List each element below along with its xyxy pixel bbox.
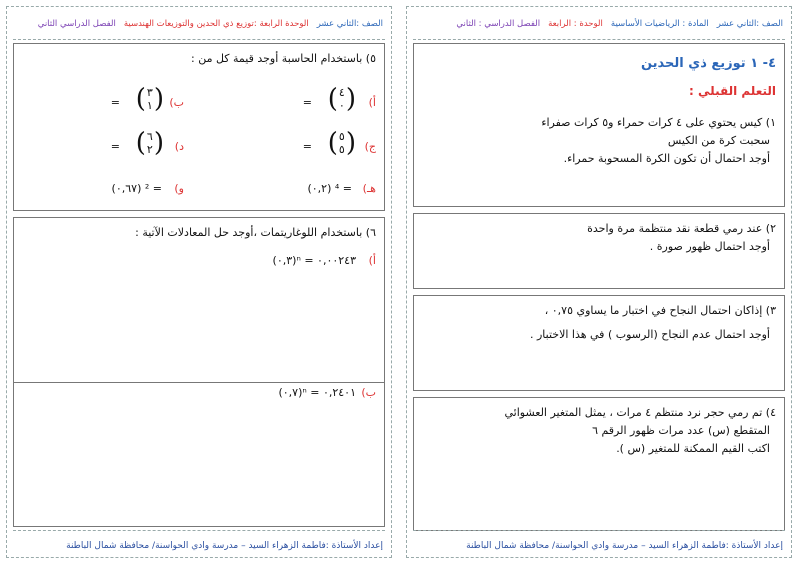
header-subject: المادة : الرياضيات الأساسية — [610, 19, 709, 29]
q5-f-expression: (٠,٦٧) ² = — [111, 182, 162, 195]
question-6-prompt: ٦) باستخدام اللوغاريتمات ،أوجد حل المعادلات الآتية : — [135, 226, 376, 239]
q5-a-bottom: ٠ — [338, 99, 345, 112]
q5-b-bottom: ١ — [146, 99, 153, 112]
q5-d-top: ٦ — [146, 130, 153, 143]
lesson-title: ٤- ١ توزيع ذي الحدين — [640, 56, 776, 71]
q1-line-2: سحبت كرة من الكيس — [667, 134, 770, 147]
q5-b-equals: = — [110, 96, 120, 109]
q4-line-1: ٤) تم رمي حجر نرد منتظم ٤ مرات ، يمثل المتغير العشوائي — [504, 406, 776, 419]
question-5-prompt: ٥) باستخدام الحاسبة أوجد قيمة كل من : — [191, 52, 376, 65]
q5-e-expression: (٠,٢) ⁴ = — [307, 182, 352, 195]
page-footer: إعداد الأستاذة :فاطمة الزهراء السيد – مدرسة وادي الحواسنة/ محافظة شمال الباطنة — [66, 541, 383, 551]
q5-d-label: د) — [174, 140, 184, 153]
header-unit: الوحدة الرابعة :توزيع ذي الحدين والتوزيعات الهندسية — [123, 19, 309, 29]
q2-line-2: أوجد احتمال ظهور صورة . — [649, 240, 770, 253]
q3-line-1: ٣) إذاكان احتمال النجاح في اختبار ما يساوي ٠,٧٥ ، — [544, 304, 776, 317]
q5-b-top: ٣ — [146, 86, 153, 99]
q5-f-label: و) — [174, 182, 184, 195]
q6-a-label: أ) — [368, 254, 376, 267]
page-header — [7, 11, 391, 37]
q5-d-bottom: ٢ — [146, 143, 153, 156]
header-divider — [413, 39, 785, 40]
q5-a-label: أ) — [368, 96, 376, 109]
q6-b-label: ب) — [361, 386, 376, 399]
header-semester: الفصل الدراسي : الثاني — [456, 19, 541, 29]
page-header — [407, 11, 791, 37]
q5-c-top: ٥ — [338, 130, 345, 143]
q5-a-equals: = — [302, 96, 312, 109]
q5-b-label: ب) — [169, 96, 184, 109]
q5-c-binomial: ( ٥ ٥ ) — [327, 128, 356, 158]
page-footer: إعداد الأستاذة :فاطمة الزهراء السيد – مدرسة وادي الحواسنة/ محافظة شمال الباطنة — [466, 541, 783, 551]
q5-a-top: ٤ — [338, 86, 345, 99]
header-grade: الصف :الثاني عشر — [716, 19, 783, 29]
question-6-box — [13, 217, 385, 527]
q6-a-equation: (٠,٣)ⁿ = ٠,٠٠٢٤٣ — [272, 254, 356, 267]
footer-divider — [13, 530, 385, 531]
q5-e-label: هـ) — [362, 182, 376, 195]
header-grade: الصف :الثاني عشر — [316, 19, 383, 29]
q4-line-3: اكتب القيم الممكنة للمتغير (س ). — [616, 442, 770, 455]
prior-learning-heading: التعلم القبلي : — [689, 84, 776, 98]
question-4-box — [413, 397, 785, 531]
q6-b-equation: (٠,٧)ⁿ = ٠,٢٤٠١ — [278, 386, 356, 399]
q3-line-2: أوجد احتمال عدم النجاح (الرسوب ) في هذا الاختبار . — [529, 328, 770, 341]
footer-divider — [413, 530, 785, 531]
q1-line-1: ١) كيس يحتوي على ٤ كرات حمراء و٥ كرات صفراء — [541, 116, 776, 129]
q5-a-binomial: ( ٤ ٠ ) — [327, 84, 356, 114]
question-2-box — [413, 213, 785, 289]
question-3-box — [413, 295, 785, 391]
header-semester: الفصل الدراسي الثاني — [37, 19, 116, 29]
q6-divider — [14, 382, 384, 383]
question-1-box — [413, 43, 785, 207]
q5-b-binomial: ( ٣ ١ ) — [135, 84, 164, 114]
q5-c-label: ج) — [364, 140, 376, 153]
q5-d-equals: = — [110, 140, 120, 153]
q5-c-equals: = — [302, 140, 312, 153]
worksheet-page-right — [406, 6, 792, 558]
q5-c-bottom: ٥ — [338, 143, 345, 156]
question-5-box — [13, 43, 385, 211]
q1-line-3: أوجد احتمال أن تكون الكرة المسحوبة حمراء. — [563, 152, 770, 165]
q5-d-binomial: ( ٦ ٢ ) — [135, 128, 164, 158]
q4-line-2: المتقطع (س) عدد مرات ظهور الرقم ٦ — [592, 424, 770, 437]
header-unit: الوحدة : الرابعة — [548, 19, 603, 29]
q2-line-1: ٢) عند رمي قطعة نقد منتظمة مرة واحدة — [587, 222, 776, 235]
worksheet-page-left — [6, 6, 392, 558]
header-divider — [13, 39, 385, 40]
